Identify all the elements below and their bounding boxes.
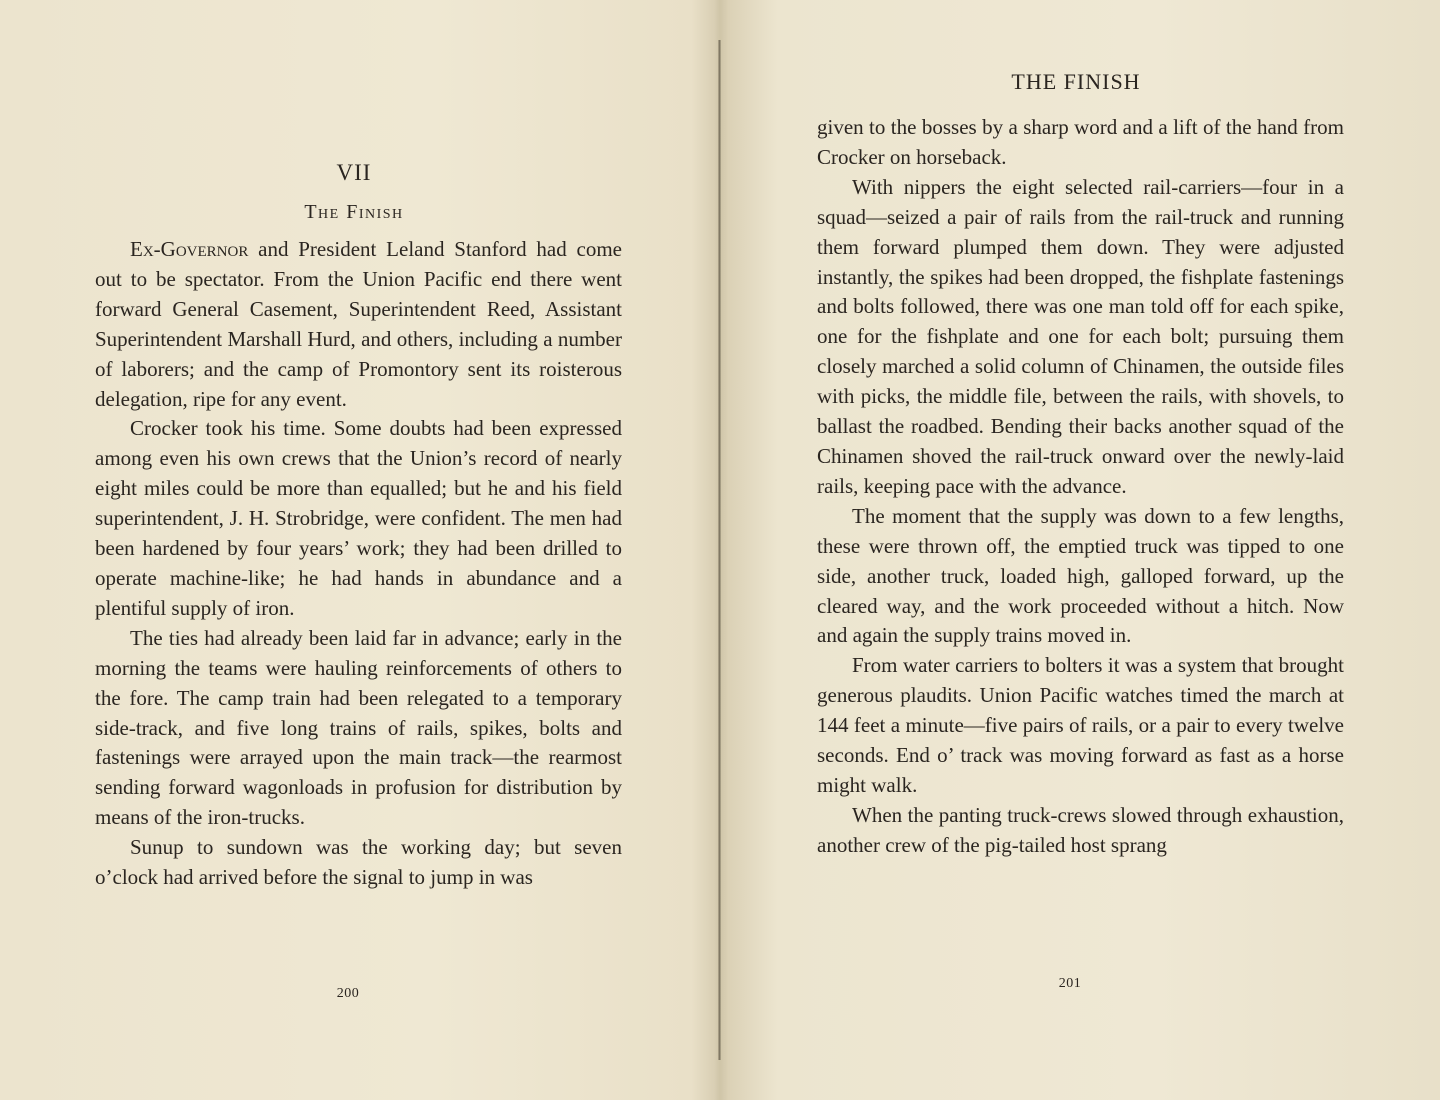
- paragraph: Crocker took his time. Some doubts had been expressed among even his own crews that the Union’s record of nearly eight miles could be more than equalled; but he and his field superintendent, J. H. Strobridge, were confident. The men had been hardened by four years’ work; they had been drilled to operate machine-like; he had hands in abundance and a plentiful supply of iron.: [95, 416, 622, 620]
- left-page-body: [95, 235, 622, 893]
- page-number: 201: [1058, 976, 1082, 991]
- book-gutter: [718, 40, 721, 1060]
- left-page: [0, 0, 718, 1100]
- right-page: [722, 0, 1440, 1100]
- paragraph: With nippers the eight selected rail-carriers—four in a squad—seized a pair of rails from the rail-truck and running them forward plumped them down. They were adjusted instantly, the spikes had been dropped, the fishplate fastenings and bolts followed, there was one man told off for each spike, one for the fishplate and one for each bolt; pursuing them closely marched a solid column of Chinamen, the outside files with picks, the middle file, between the rails, with shovels, to ballast the roadbed. Bending their backs another squad of the Chinamen shoved the rail-truck onward over the newly-laid rails, keeping pace with the advance.: [817, 174, 1344, 498]
- paragraph: From water carriers to bolters it was a system that brought generous plaudits. Union Pacific watches timed the march at 144 feet a minute—five pairs of rails, or a pair to every twelve seconds. End o’ track was moving forward as fast as a horse might walk.: [817, 653, 1344, 797]
- running-head: THE FINISH: [1011, 69, 1141, 94]
- chapter-number: VII: [336, 160, 372, 185]
- paragraph-lead-word: Ex-Governor: [130, 237, 249, 261]
- chapter-title: The Finish: [304, 201, 404, 223]
- right-page-body: [817, 113, 1344, 861]
- paragraph-text: and President Leland Stanford had come out to be spectator. From the Union Pacific end there went forward General Casement, Superintendent Reed, Assistant Superintendent Marshall Hurd, and others, including a number of laborers; and the camp of Promontory sent its roisterous delegation, ripe for any event.: [95, 237, 622, 411]
- page-number: 200: [336, 986, 360, 1001]
- paragraph: The ties had already been laid far in advance; early in the morning the teams were hauling reinforcements of others to the fore. The camp train had been relegated to a temporary side-track, and five long trains of rails, spikes, bolts and fastenings were arrayed upon the main track—the rearmost sending forward wagonloads in profusion for distribution by means of the iron-trucks.: [95, 625, 622, 830]
- paragraph: [95, 235, 622, 414]
- paragraph: When the panting truck-crews slowed through exhaustion, another crew of the pig-tailed host sprang: [817, 802, 1344, 857]
- paragraph: The moment that the supply was down to a few lengths, these were thrown off, the emptied truck was tipped to one side, another truck, loaded high, galloped forward, up the cleared way, and the work proceeded without a hitch. Now and again the supply trains moved in.: [817, 503, 1344, 648]
- paragraph: given to the bosses by a sharp word and a lift of the hand from Crocker on horseback.: [817, 115, 1344, 169]
- paragraph: Sunup to sundown was the working day; but seven o’clock had arrived before the signal to jump in was: [95, 835, 622, 890]
